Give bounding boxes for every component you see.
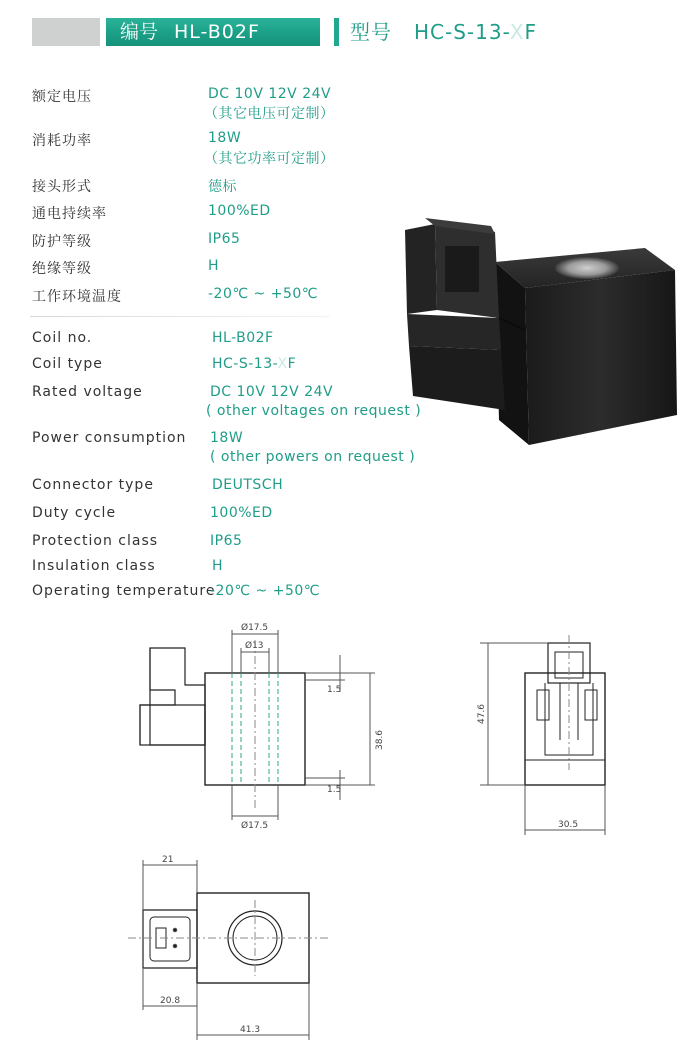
connector-latch xyxy=(445,246,479,292)
code-label: 编号 xyxy=(120,21,159,43)
spec-en-label-power: Power consumption xyxy=(32,430,187,446)
dim-side-width: 30.5 xyxy=(558,820,579,830)
dim-top-208: 20.8 xyxy=(160,996,181,1006)
spec-en-value-coil-type xyxy=(212,356,296,372)
spec-en-value-temperature: -20℃ ~ +50℃ xyxy=(210,583,320,599)
spec-cn-label-power: 消耗功率 xyxy=(32,133,92,149)
spec-en-label-connector: Connector type xyxy=(32,477,154,493)
connector-base xyxy=(407,314,501,350)
spec-cn-value-temperature: -20℃ ~ +50℃ xyxy=(208,286,318,302)
dim-side-height: 47.6 xyxy=(477,703,487,725)
spec-cn-label-insulation: 绝缘等级 xyxy=(32,261,92,277)
spec-en-note-voltage: ( other voltages on request ) xyxy=(206,403,422,419)
model-header xyxy=(350,18,537,46)
spec-en-value-protection: IP65 xyxy=(210,533,243,549)
dim-front-top-outer: Ø17.5 xyxy=(241,623,269,633)
model-value-suffix: F xyxy=(524,20,538,44)
spec-en-label-coil-type: Coil type xyxy=(32,356,103,372)
spec-en-value-insulation: H xyxy=(212,558,224,574)
spec-cn-value-protection: IP65 xyxy=(208,231,241,247)
front-view-connector xyxy=(150,648,205,745)
spec-cn-value-voltage: DC 10V 12V 24V xyxy=(208,86,332,102)
dim-front-t2: 1.5 xyxy=(327,785,342,795)
dim-top-413: 41.3 xyxy=(240,1025,261,1035)
spec-en-label-protection: Protection class xyxy=(32,533,159,549)
spec-en-label-coil-no: Coil no. xyxy=(32,330,93,346)
connector-lower-body xyxy=(409,346,505,410)
spec-cn-label-protection: 防护等级 xyxy=(32,234,92,250)
section-divider xyxy=(30,316,330,317)
header-accent-bar xyxy=(334,18,339,46)
header-grey-block xyxy=(32,18,100,46)
spec-cn-label-connector: 接头形式 xyxy=(32,179,92,195)
model-label: 型号 xyxy=(350,20,392,44)
spec-en-value-power: 18W xyxy=(210,430,244,446)
spec-cn-label-temperature: 工作环境温度 xyxy=(32,289,122,305)
spec-cn-note-voltage: （其它电压可定制） xyxy=(204,106,335,122)
model-value-ghost: X xyxy=(509,20,525,44)
spec-en-value-connector: DEUTSCH xyxy=(212,477,284,493)
code-header xyxy=(106,18,320,46)
spec-cn-value-connector: 德标 xyxy=(208,179,237,195)
code-value: HL-B02F xyxy=(174,21,260,43)
spec-cn-value-power: 18W xyxy=(208,130,242,146)
dim-front-height: 38.6 xyxy=(375,729,385,751)
coil-type-ghost: X xyxy=(277,356,288,372)
spec-en-value-coil-no: HL-B02F xyxy=(212,330,274,346)
coil-front-face xyxy=(525,270,677,445)
dim-front-top-inner: Ø13 xyxy=(245,641,264,651)
spec-en-label-insulation: Insulation class xyxy=(32,558,156,574)
spec-en-label-temperature: Operating temperature xyxy=(32,583,216,599)
coil-type-suffix: F xyxy=(287,356,297,372)
model-value-prefix: HC-S-13- xyxy=(414,20,510,44)
spec-cn-label-voltage: 额定电压 xyxy=(32,89,92,105)
technical-drawing xyxy=(0,610,700,1050)
dim-top-21: 21 xyxy=(162,855,174,865)
connector-plug-left xyxy=(405,224,437,314)
spec-en-value-duty: 100%ED xyxy=(210,505,273,521)
coil-core-hole xyxy=(555,257,619,279)
spec-cn-value-insulation: H xyxy=(208,258,220,274)
spec-cn-note-power: （其它功率可定制） xyxy=(204,151,335,167)
spec-cn-value-duty: 100%ED xyxy=(208,203,271,219)
coil-type-prefix: HC-S-13- xyxy=(212,356,278,372)
dim-front-bottom: Ø17.5 xyxy=(241,821,269,831)
spec-en-label-voltage: Rated voltage xyxy=(32,384,143,400)
coil-product-illustration xyxy=(395,210,680,460)
spec-en-label-duty: Duty cycle xyxy=(32,505,117,521)
spec-en-note-power: ( other powers on request ) xyxy=(210,449,416,465)
spec-cn-label-duty: 通电持续率 xyxy=(32,206,107,222)
spec-en-value-voltage: DC 10V 12V 24V xyxy=(210,384,334,400)
dim-front-t1: 1.5 xyxy=(327,685,342,695)
